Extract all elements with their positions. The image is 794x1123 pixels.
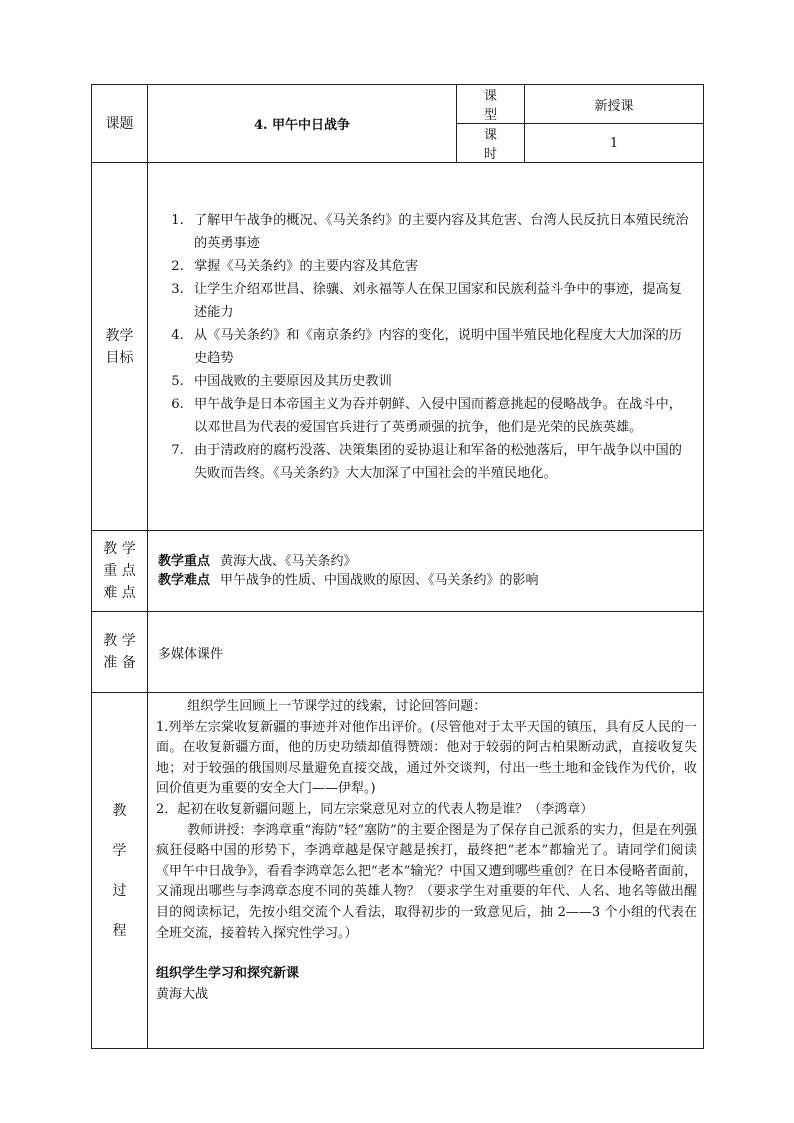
topic-label: 课题 (92, 85, 148, 163)
keypoints-label (92, 531, 148, 612)
objectives-label (92, 163, 148, 531)
objective-item: 2. 掌握《马关条约》的主要内容及其危害 (188, 255, 693, 278)
keypoints-cell (148, 531, 704, 612)
key-point-row (158, 552, 693, 571)
process-label-char: 程 (112, 922, 127, 939)
spacer (156, 944, 697, 964)
objective-item: 4. 从《马关条约》和《南京条约》内容的变化，说明中国半殖民地化程度大大加深的历史趋势 (188, 324, 693, 370)
objectives-list (148, 203, 703, 491)
process-intro: 组织学生回顾上一节课学过的线索，讨论回答问题： (187, 699, 487, 714)
objectives-cell (148, 163, 704, 531)
key-point-title: 教学重点 (158, 554, 211, 569)
prep-text: 多媒体课件 (148, 612, 704, 693)
keypoints-label-line2: 重 点 (103, 563, 136, 579)
difficulty-row (158, 571, 693, 590)
objective-item: 7. 由于清政府的腐朽没落、决策集团的妥协退让和军备的松弛落后，甲午战争以中国的失败而告终。《马关条约》大大加深了中国社会的半殖民地化。 (188, 439, 693, 485)
process-question-1: 1.列举左宗棠收复新疆的事迹并对他作出评价。(尽管他对于太平天国的镇压，具有反人民的一面。在收复新疆方面，他的历史功绩却值得赞颂：他对于较弱的阿古柏果断动武，直接收复失地；对于较强的俄国则尽量避免直接交战，通过外交谈判，付出一些土地和金钱作为代价，收回价值更为重要的安全大门——伊犁。) (156, 719, 697, 797)
lesson-hours-value: 1 (525, 124, 704, 163)
difficulty-title: 教学难点 (158, 573, 211, 588)
lesson-title: 4. 甲午中日战争 (148, 85, 457, 163)
teacher-lecture: 教师讲授：李鸿章重“海防”轻“塞防”的主要企图是为了保存自己派系的实力，但是在列强疯狂侵略中国的形势下，李鸿章越是保守越是挨打，最终把“老本”都输光了。请同学们阅读《甲午中日战争》，看看李鸿章怎么把“老本”输光？中国又遭到哪些重创？在日本侵略者面前，又涌现出哪些与李鸿章态度不同的英雄人物？（要求学生对重要的年代、人名、地名等做出醒目的阅读标记，先按小组交流个人看法，取得初步的一致意见后，抽 2——3 个小组的代表在全班交流，接着转入探究性学习。） (156, 822, 697, 941)
objective-item: 1. 了解甲午战争的概况、《马关条约》的主要内容及其危害、台湾人民反抗日本殖民统治的英勇事迹 (188, 209, 693, 255)
new-lesson-heading: 组织学生学习和探究新课 (156, 966, 300, 982)
key-point-text: 黄海大战、《马关条约》 (220, 554, 357, 569)
objectives-label-line1: 教学 (105, 327, 134, 344)
keypoints-label-line3: 难 点 (103, 585, 136, 601)
lesson-plan-table (91, 84, 704, 1049)
process-label (92, 693, 148, 1049)
process-label-char: 过 (112, 882, 127, 899)
prep-label-line1: 教 学 (103, 633, 136, 649)
lesson-type-value: 新授课 (525, 85, 704, 124)
objective-item: 6. 甲午战争是日本帝国主义为吞并朝鲜、入侵中国而蓄意挑起的侵略战争。在战斗中，以邓世昌为代表的爱国官兵进行了英勇顽强的抗争，他们是光荣的民族英雄。 (188, 393, 693, 439)
process-label-char: 学 (112, 842, 127, 859)
lesson-hours-label: 课 时 (457, 124, 525, 163)
process-question-2: 2．起初在收复新疆问题上，同左宗棠意见对立的代表人物是谁？（李鸿章） (156, 801, 594, 817)
prep-label-line2: 准 备 (103, 655, 136, 671)
difficulty-text: 甲午战争的性质、中国战败的原因、《马关条约》的影响 (220, 573, 539, 588)
objective-item: 3. 让学生介绍邓世昌、徐骧、刘永福等人在保卫国家和民族利益斗争中的事迹，提高复述能力 (188, 278, 693, 324)
lesson-type-label: 课 型 (457, 85, 525, 124)
objectives-label-line2: 目标 (105, 349, 134, 366)
process-label-char: 教 (112, 802, 127, 819)
objective-item: 5. 中国战败的主要原因及其历史教训 (188, 370, 693, 393)
prep-label (92, 612, 148, 693)
process-cell (148, 693, 704, 1049)
keypoints-label-line1: 教 学 (103, 541, 136, 557)
section-heading: 黄海大战 (156, 986, 209, 1002)
